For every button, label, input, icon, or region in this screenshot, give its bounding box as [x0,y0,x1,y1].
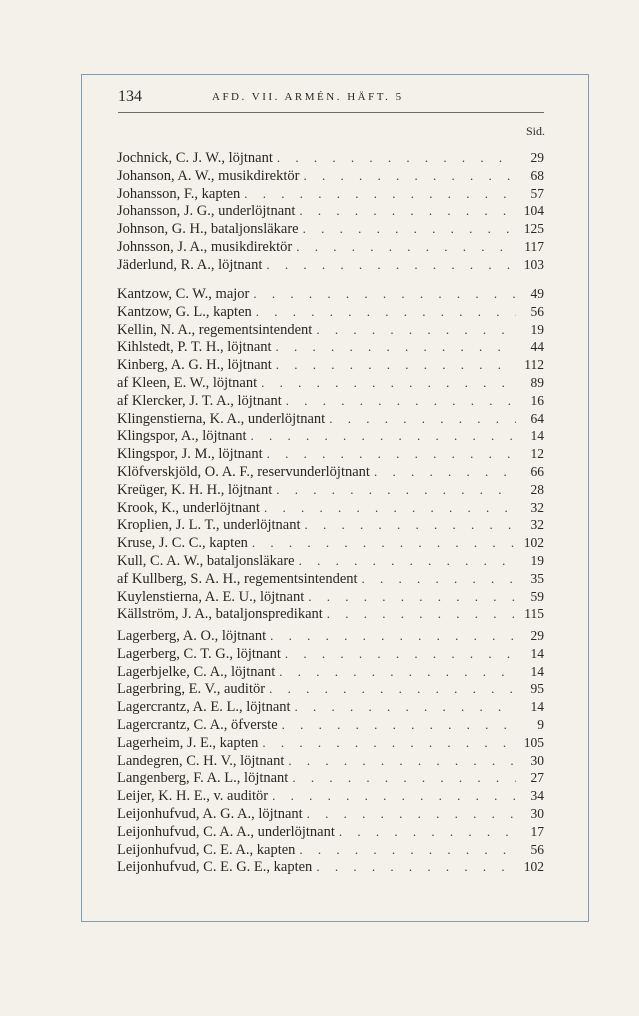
page-number: 134 [118,88,142,105]
index-entry [117,203,544,221]
index-entry [117,770,544,788]
dot-leader [327,606,516,622]
entry-page-number: 30 [530,752,544,768]
index-entry [117,150,544,168]
entry-name: Leijonhufvud, C. E. G. E., kapten [117,859,313,876]
dot-leader [329,411,516,427]
entry-page-number: 56 [530,841,544,857]
index-entry [117,788,544,806]
entry-name: Leijer, K. H. E., v. auditör [117,788,269,805]
index-group-k [117,286,544,624]
index-entry [117,628,544,646]
index-entry [117,646,544,664]
entry-page-number: 34 [530,788,544,804]
index-entry [117,589,544,607]
index-entry [117,842,544,860]
entry-page-number: 32 [530,499,544,515]
index-entry [117,186,544,204]
entry-page-number: 102 [523,535,544,551]
entry-page-number: 30 [530,805,544,821]
entry-page-number: 56 [530,303,544,319]
entry-page-number: 14 [530,699,544,715]
entry-name: Kuylenstierna, A. E. U., löjtnant [117,588,305,605]
index-group-j [117,150,544,275]
dot-leader [303,168,516,184]
entry-name: Kreüger, K. H. H., löjtnant [117,481,273,498]
entry-name: Lagerheim, J. E., kapten [117,734,259,751]
entry-page-number: 104 [523,203,544,219]
dot-leader [292,770,516,786]
index-entry [117,357,544,375]
index-entry [117,446,544,464]
dot-leader [299,842,516,858]
entry-name: Kihlstedt, P. T. H., löjtnant [117,339,272,356]
entry-page-number: 49 [530,286,544,301]
dot-leader [288,753,516,769]
dot-leader [253,286,516,302]
entry-name: Lagerbring, E. V., auditör [117,681,266,698]
dot-leader [282,717,516,733]
entry-name: Lagercrantz, A. E. L., löjtnant [117,699,291,716]
dot-leader [251,428,516,444]
entry-name: Lagerberg, C. T. G., löjtnant [117,645,281,662]
entry-name: Johansson, F., kapten [117,185,241,202]
entry-page-number: 105 [523,734,544,750]
entry-name: af Kullberg, S. A. H., regementsintendent [117,570,358,587]
entry-name: Johansson, J. G., underlöjtnant [117,203,296,220]
entry-name: Kantzow, C. W., major [117,286,250,302]
entry-page-number: 64 [530,410,544,426]
dot-leader [305,517,516,533]
entry-name: Klingspor, A., löjtnant [117,428,247,445]
dot-leader [277,150,516,166]
entry-page-number: 66 [530,463,544,479]
dot-leader [286,393,516,409]
index-entry [117,806,544,824]
entry-page-number: 112 [524,357,544,373]
index-entry [117,428,544,446]
dot-leader [339,824,516,840]
dot-leader [299,203,516,219]
index-entry [117,681,544,699]
dot-leader [303,221,516,237]
entry-name: Kantzow, G. L., kapten [117,303,252,320]
dot-leader [276,482,516,498]
dot-leader [264,500,516,516]
entry-name: Jäderlund, R. A., löjtnant [117,256,263,273]
index-entry [117,571,544,589]
entry-page-number: 16 [530,392,544,408]
index-entry [117,699,544,717]
entry-page-number: 68 [530,167,544,183]
index-entry [117,500,544,518]
page-column-label: Sid. [525,124,545,138]
index-entry [117,606,544,624]
dot-leader [296,239,516,255]
running-head: AFD. VII. ARMÉN. HÄFT. 5 [212,91,404,103]
entry-page-number: 29 [530,628,544,643]
index-entry [117,221,544,239]
entry-name: Kull, C. A. W., bataljonsläkare [117,552,295,569]
dot-leader [307,806,516,822]
entry-name: Kruse, J. C. C., kapten [117,535,248,552]
dot-leader [279,664,516,680]
index-entry [117,339,544,357]
index-entry [117,375,544,393]
dot-leader [308,589,516,605]
entry-page-number: 103 [523,256,544,272]
entry-name: Lagerberg, A. O., löjtnant [117,628,267,644]
entry-name: Johnson, G. H., bataljonsläkare [117,221,299,238]
entry-name: Lagerbjelke, C. A., löjtnant [117,663,276,680]
dot-leader [316,859,516,875]
dot-leader [266,257,516,273]
entry-page-number: 9 [537,716,544,732]
index-entry [117,535,544,553]
entry-name: Leijonhufvud, A. G. A., löjtnant [117,805,303,822]
dot-leader [267,446,516,462]
entry-page-number: 59 [530,588,544,604]
dot-leader [316,322,516,338]
entry-page-number: 125 [523,221,544,237]
index-entry [117,664,544,682]
index-entry [117,824,544,842]
entry-name: Leijonhufvud, C. A. A., underlöjtnant [117,823,335,840]
entry-page-number: 27 [530,770,544,786]
dot-leader [276,357,516,373]
dot-leader [299,553,516,569]
entry-page-number: 32 [530,517,544,533]
entry-name: Johanson, A. W., musikdirektör [117,167,300,184]
entry-page-number: 14 [530,428,544,444]
index-entry [117,553,544,571]
entry-name: Krook, K., underlöjtnant [117,499,260,516]
entry-page-number: 14 [530,645,544,661]
index-entry [117,322,544,340]
index-entry [117,717,544,735]
entry-name: Klöfverskjöld, O. A. F., reservunderlöjtnant [117,463,370,480]
entry-name: Langenberg, F. A. L., löjtnant [117,770,289,787]
dot-leader [285,646,516,662]
index-entry [117,859,544,877]
entry-page-number: 17 [530,823,544,839]
dot-leader [362,571,516,587]
entry-name: af Klercker, J. T. A., löjtnant [117,392,282,409]
entry-name: af Kleen, E. W., löjtnant [117,374,258,391]
dot-leader [269,681,516,697]
entry-name: Källström, J. A., bataljonspredikant [117,606,323,623]
entry-name: Leijonhufvud, C. E. A., kapten [117,841,296,858]
entry-name: Kinberg, A. G. H., löjtnant [117,357,272,374]
entry-page-number: 35 [530,570,544,586]
entry-name: Jochnick, C. J. W., löjtnant [117,150,273,166]
dot-leader [295,699,516,715]
index-entry [117,393,544,411]
index-entry [117,239,544,257]
index-entry [117,753,544,771]
entry-page-number: 28 [530,481,544,497]
dot-leader [276,339,516,355]
entry-name: Kellin, N. A., regementsintendent [117,321,313,338]
entry-page-number: 29 [530,150,544,165]
entry-page-number: 57 [530,185,544,201]
index-entry [117,517,544,535]
entry-page-number: 115 [524,606,544,622]
entry-page-number: 12 [530,446,544,462]
entry-name: Johnsson, J. A., musikdirektör [117,238,293,255]
dot-leader [244,186,516,202]
entry-page-number: 89 [530,374,544,390]
index-entry [117,464,544,482]
entry-page-number: 95 [530,681,544,697]
dot-leader [270,628,516,644]
index-entry [117,735,544,753]
entry-name: Klingspor, J. M., löjtnant [117,446,263,463]
dot-leader [256,304,516,320]
entry-name: Lagercrantz, C. A., öfverste [117,716,278,733]
index-entry [117,257,544,275]
entry-name: Kroplien, J. L. T., underlöjtnant [117,517,301,534]
index-entry [117,286,544,304]
entry-page-number: 19 [530,552,544,568]
index-entry [117,304,544,322]
entry-page-number: 14 [530,663,544,679]
page-header [118,88,544,113]
entry-page-number: 44 [530,339,544,355]
entry-name: Klingenstierna, K. A., underlöjtnant [117,410,326,427]
entry-page-number: 117 [524,238,544,254]
entry-page-number: 102 [523,859,544,875]
dot-leader [261,375,516,391]
entry-name: Landegren, C. H. V., löjtnant [117,752,285,769]
entry-page-number: 19 [530,321,544,337]
index-entry [117,482,544,500]
index-entry [117,168,544,186]
dot-leader [252,535,516,551]
index-entry [117,411,544,429]
dot-leader [262,735,516,751]
dot-leader [272,788,516,804]
dot-leader [374,464,516,480]
index-group-l [117,628,544,877]
